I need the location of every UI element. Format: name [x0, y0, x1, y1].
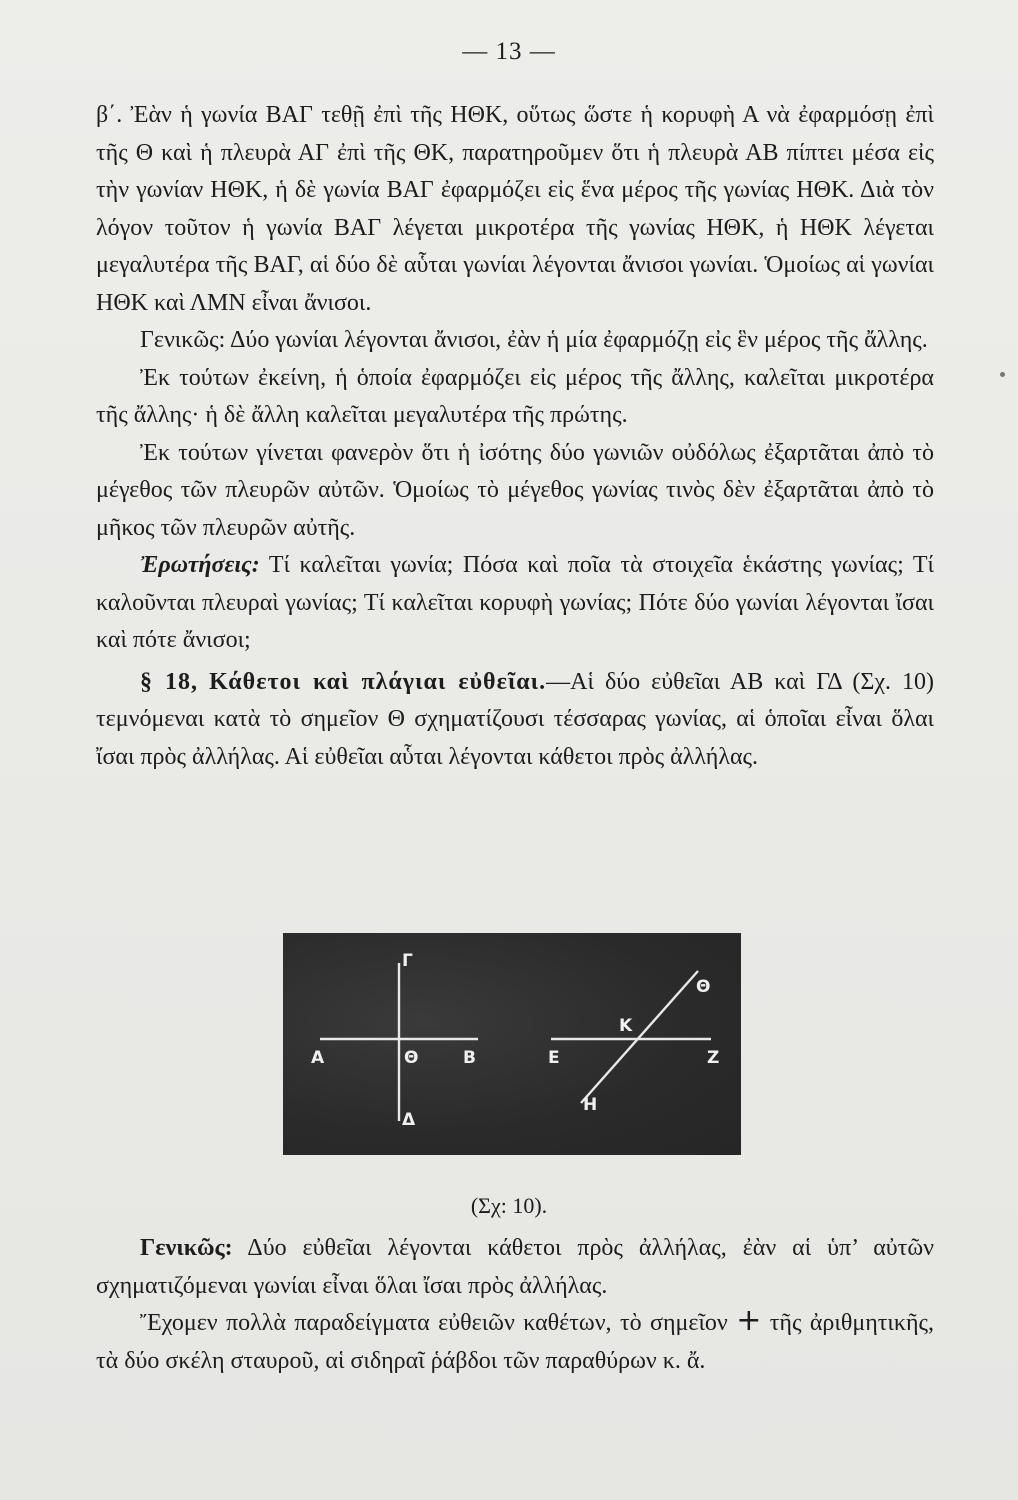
- questions-text: Τί καλεῖται γωνία; Πόσα καὶ ποῖα τὰ στοιχεῖα ἑκάστης γωνίας; Τί καλοῦνται πλευραὶ γωνίας; Τί καλεῖται κορυφὴ γωνίας; Πότε δύο γωνίαι λέγονται ἴσαι καὶ πότε ἄνισοι;: [96, 552, 934, 653]
- paragraph-section-18: [96, 664, 934, 777]
- section-title: Κάθετοι καὶ πλάγιαι εὐθεῖαι.: [209, 668, 547, 695]
- label-B: Β: [463, 1048, 476, 1068]
- page-speck: [1000, 372, 1005, 377]
- paragraph-general-unequal: Γενικῶς: Δύο γωνίαι λέγονται ἄνισοι, ἐὰν ἡ μία ἐφαρμόζῃ εἰς ἓν μέρος τῆς ἄλλης.: [140, 327, 928, 353]
- paragraph-general-perpendicular: [96, 1230, 934, 1305]
- paragraph-beta: β΄. Ἐὰν ἡ γωνία ΒΑΓ τεθῇ ἐπὶ τῆς ΗΘΚ, οὕτως ὥστε ἡ κορυφὴ Α νὰ ἐφαρμόσῃ ἐπὶ τῆς Θ καὶ ἡ πλευρὰ ΑΓ ἐπὶ τῆς ΘΚ, παρατηροῦμεν ὅτι ἡ πλευρὰ ΑΒ πίπτει μέσα εἰς τὴν γωνίαν ΗΘΚ, ἡ δὲ γωνία ΒΑΓ ἐφαρμόζει εἰς ἕνα μέρος τῆς γωνίας ΗΘΚ. Διὰ τὸν λόγον τοῦτον ἡ γωνία ΒΑΓ λέγεται μικροτέρα τῆς γωνίας ΗΘΚ, ἡ ΗΘΚ λέγεται μεγαλυτέρα τῆς ΒΑΓ, αἱ δύο δὲ αὗται γωνίαι λέγονται ἄνισοι γωνίαι. Ὁμοίως αἱ γωνίαι ΗΘΚ καὶ ΛΜΝ εἶναι ἄνισοι.: [96, 102, 934, 316]
- figure-10: [283, 933, 741, 1155]
- section-mark: § 18,: [140, 668, 199, 695]
- figure-10-drawing: [283, 933, 741, 1155]
- section-text: —Αἱ δύο εὐθεῖαι ΑΒ καὶ ΓΔ (Σχ. 10) τεμνόμεναι κατὰ τὸ σημεῖον Θ σχηματίζουσι τέσσαρας γωνίας, αἱ ὁποῖαι εἶναι ὅλαι ἴσαι πρὸς ἀλλήλας. Αἱ εὐθεῖαι αὗται λέγονται κάθετοι πρὸς ἀλλήλας.: [96, 668, 935, 770]
- label-G: Γ: [402, 951, 413, 971]
- label-A: Α: [311, 1048, 325, 1068]
- examples-text: Ἔχομεν πολλὰ παραδείγματα εὐθειῶν καθέτων, τὸ σημεῖον: [140, 1310, 728, 1336]
- paragraph-examples: [96, 1305, 934, 1380]
- figure-caption: (Σχ: 10).: [470, 1193, 548, 1218]
- label-E: Ε: [548, 1048, 560, 1068]
- plus-sign: +: [736, 1303, 762, 1338]
- general-text: Δύο εὐθεῖαι λέγονται κάθετοι πρὸς ἀλλήλας, ἐὰν αἱ ὑπ’ αὐτῶν σχηματιζόμεναι γωνίαι εἶναι ὅλαι ἴσαι πρὸς ἀλλήλας.: [96, 1235, 934, 1299]
- label-K: Κ: [619, 1016, 633, 1036]
- examples-text-2: τῆς ἀριθμητικῆς, τὰ δύο σκέλη σταυροῦ, αἱ σιδηραῖ ῥάβδοι τῶν παραθύρων κ. ἄ.: [96, 1310, 935, 1374]
- label-Theta-2: Θ: [696, 977, 711, 997]
- bottom-text-block: [96, 1230, 934, 1380]
- label-H: Η: [583, 1095, 598, 1115]
- questions-label: Ἐρωτήσεις:: [140, 552, 260, 578]
- general-label: Γενικῶς:: [140, 1235, 233, 1261]
- label-D: Δ: [402, 1110, 416, 1130]
- line-HTheta: [581, 971, 698, 1103]
- paragraph-smaller-larger: Ἐκ τούτων ἐκείνη, ἡ ὁποία ἐφαρμόζει εἰς μέρος τῆς ἄλλης, καλεῖται μικροτέρα τῆς ἄλλης· ἡ δὲ ἄλλη καλεῖται μεγαλυτέρα τῆς πρώτης.: [96, 364, 934, 428]
- page-number: — 13 —: [462, 38, 556, 65]
- top-text-block: [96, 97, 934, 776]
- paragraph-questions: [96, 547, 934, 660]
- paragraph-equality: Ἐκ τούτων γίνεται φανερὸν ὅτι ἡ ἰσότης δύο γωνιῶν οὐδόλως ἐξαρτᾶται ἀπὸ τὸ μέγεθος τῶν πλευρῶν αὐτῶν. Ὁμοίως τὸ μέγεθος γωνίας τινὸς δὲν ἐξαρτᾶται ἀπὸ τὸ μῆκος τῶν πλευρῶν αὐτῆς.: [96, 439, 934, 541]
- label-Z: Ζ: [707, 1048, 720, 1068]
- label-Theta-1: Θ: [404, 1048, 419, 1068]
